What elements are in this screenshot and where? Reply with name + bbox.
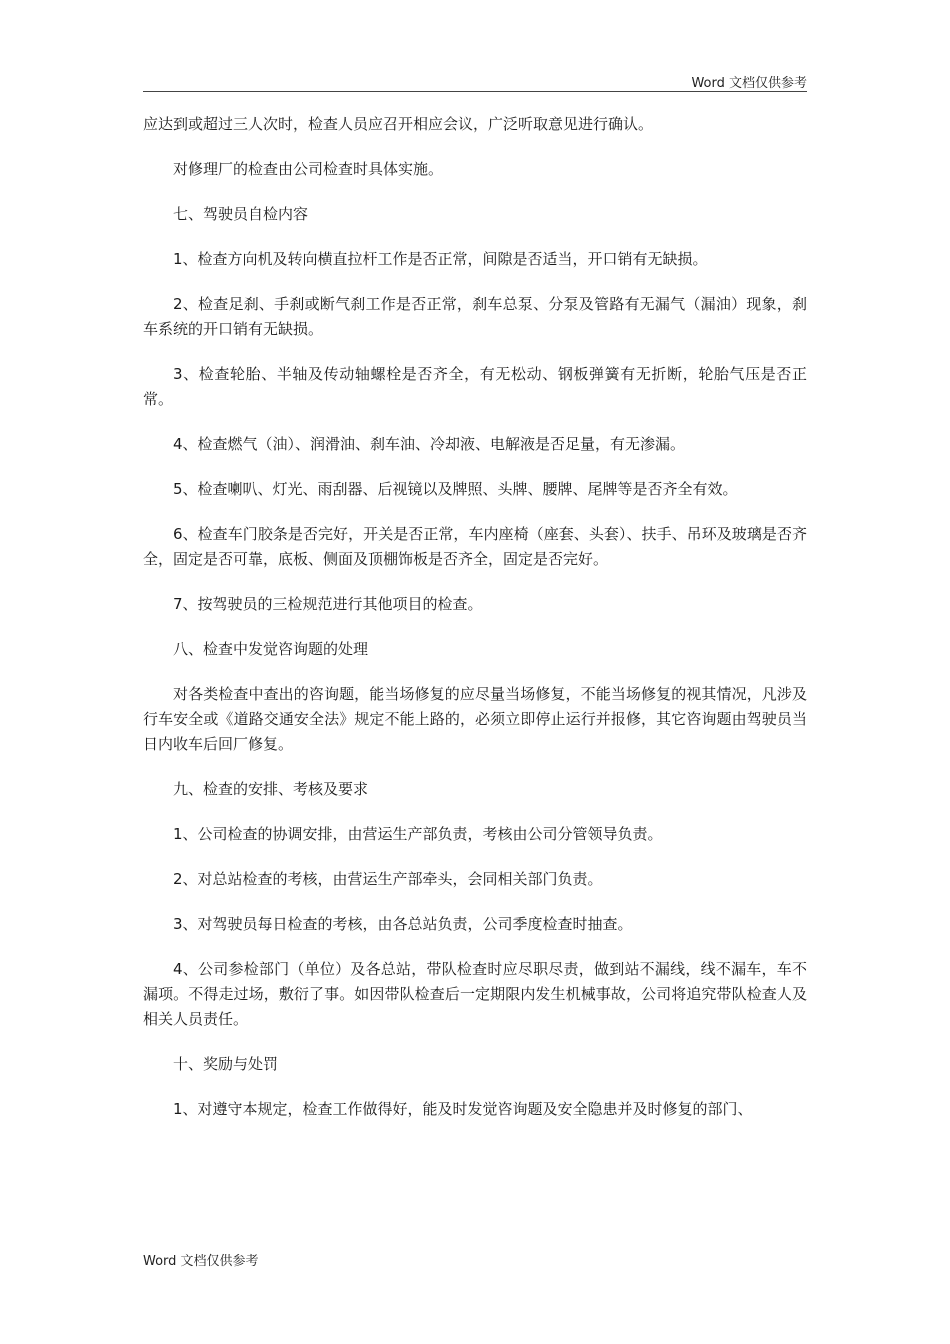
paragraph: 3、检查轮胎、半轴及传动轴螺栓是否齐全，有无松动、钢板弹簧有无折断，轮胎气压是否正常。 [143,365,807,408]
paragraph: 对各类检查中查出的咨询题，能当场修复的应尽量当场修复，不能当场修复的视其情况，凡涉及行车安全或《道路交通安全法》规定不能上路的，必须立即停止运行并报修，其它咨询题由驾驶员当日内收车后回厂修复。 [143,685,807,753]
document-body [143,112,807,1142]
paragraph: 5、检查喇叭、灯光、雨刮器、后视镜以及牌照、头牌、腰牌、尾牌等是否齐全有效。 [173,480,738,498]
paragraph: 3、对驾驶员每日检查的考核，由各总站负责，公司季度检查时抽查。 [173,915,633,933]
paragraph: 十、奖励与处罚 [173,1055,279,1073]
paragraph: 1、对遵守本规定，检查工作做得好，能及时发觉咨询题及安全隐患并及时修复的部门、 [173,1100,753,1118]
paragraph: 对修理厂的检查由公司检查时具体实施。 [173,160,444,178]
page-header: Word 文档仅供参考 [691,76,807,91]
header-divider [143,91,807,92]
paragraph: 应达到或超过三人次时，检查人员应召开相应会议，广泛听取意见进行确认。 [143,115,654,133]
paragraph: 7、按驾驶员的三检规范进行其他项目的检查。 [173,595,483,613]
paragraph: 6、检查车门胶条是否完好，开关是否正常，车内座椅（座套、头套）、扶手、吊环及玻璃是否齐全，固定是否可靠，底板、侧面及顶棚饰板是否齐全，固定是否完好。 [143,525,807,568]
paragraph: 2、检查足刹、手刹或断气刹工作是否正常，刹车总泵、分泵及管路有无漏气（漏油）现象，刹车系统的开口销有无缺损。 [143,295,807,338]
page-footer: Word 文档仅供参考 [143,1254,259,1269]
paragraph: 4、公司参检部门（单位）及各总站，带队检查时应尽职尽责，做到站不漏线，线不漏车，车不漏项。不得走过场，敷衍了事。如因带队检查后一定期限内发生机械事故，公司将追究带队检查人及相关人员责任。 [143,960,807,1028]
paragraph: 4、检查燃气（油）、润滑油、刹车油、冷却液、电解液是否足量，有无渗漏。 [173,435,686,453]
paragraph: 1、检查方向机及转向横直拉杆工作是否正常，间隙是否适当，开口销有无缺损。 [173,250,708,268]
paragraph: 1、公司检查的协调安排，由营运生产部负责，考核由公司分管领导负责。 [173,825,663,843]
paragraph: 2、对总站检查的考核，由营运生产部牵头，会同相关部门负责。 [173,870,603,888]
paragraph: 八、检查中发觉咨询题的处理 [173,640,369,658]
paragraph: 九、检查的安排、考核及要求 [173,780,369,798]
paragraph: 七、驾驶员自检内容 [173,205,309,223]
